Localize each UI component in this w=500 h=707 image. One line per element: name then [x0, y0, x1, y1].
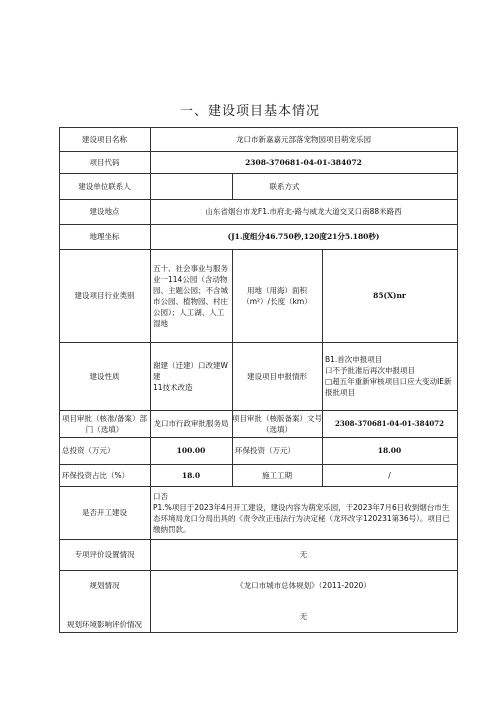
contact-method-value: [337, 173, 457, 199]
total-invest-value: 100.00: [176, 446, 206, 455]
industry-value: 五十、社会事业与服务业一114公园（含动物园、主题公园；不含城市公园、植物园、村庄公园）；人工湖、人工湿地: [153, 263, 228, 328]
contact-person-label: 建设单位联系人: [78, 181, 131, 191]
planning-label: 规划情况: [89, 581, 120, 590]
project-name-label: 建设项目名称: [82, 134, 127, 144]
page-title: 一、建设项目基本情况: [179, 104, 320, 119]
env-ratio-label: 环保投资占比（%）: [62, 470, 130, 480]
project-code-value: 2308-370681-04-01-384072: [245, 157, 362, 167]
project-name-value: 龙口市新嘉嘉元部落宠物园项目萌宠乐园: [236, 134, 371, 144]
contact-method-label: 联系方式: [269, 181, 300, 191]
period-label: 施工工期: [262, 470, 292, 480]
planning-env-value: 无: [299, 612, 308, 621]
total-invest-label: 总投资（万元）: [62, 446, 115, 455]
nature-label: 建设性质: [89, 371, 120, 381]
env-invest-label: 环保投资（万元）: [235, 446, 295, 455]
special-eval-label: 专项评价设置情况: [74, 550, 135, 559]
industry-label: 建设项目行业类别: [74, 291, 135, 300]
env-invest-value: 18.00: [377, 446, 402, 455]
approval-doc-label: 项目审批（核版备案）文号（选填）: [232, 413, 322, 434]
location-value: 山东省烟台市龙F1.市府北-路与威龙大道交叉口南88米路西: [205, 207, 402, 216]
coordinates-value: (J1.度组分46.750秒,120度21分5.180秒): [227, 232, 380, 241]
started-value: 口否 P1.%项目于2023年4月开工建设，建设内容为萌宠乐园，于2023年7月6日收到烟台市生态环境局龙口分局出具的《责令改正违法行为决定秘（龙环改字120231第36号）。项目已缴纳罚款。: [153, 491, 450, 534]
period-value: /: [388, 470, 391, 480]
planning-value: 《龙口市城市总体规划》（2011-2020）: [236, 581, 371, 590]
special-eval-value: 无: [299, 550, 308, 559]
declare-value: B1.首次申报项目 口不予批准后再次申报项目 □超五年重新审核项目口应大变动IE新报批项目: [325, 355, 452, 397]
approval-dept-value: 龙口市行政审批服务局: [153, 419, 229, 428]
project-code-label: 项目代码: [89, 157, 120, 167]
location-label: 建设地点: [89, 207, 120, 216]
coordinates-label: 地理坐标: [89, 232, 120, 241]
nature-value: 谢建（迁建）口改建W建 11技术改造: [153, 360, 228, 392]
declare-label: 建设项目申报情形: [247, 371, 307, 381]
env-ratio-value: 18.0: [181, 470, 201, 480]
approval-doc-value: 2308-370681-04-01-384072: [334, 419, 445, 428]
area-label: 用地（用海）面积（m²）/长度（km）: [242, 285, 312, 306]
contact-person-value: [150, 173, 232, 199]
area-value: 85(X)nr: [373, 291, 406, 300]
approval-dept-label: 项目审批（核准/备案）部门（选填）: [61, 413, 148, 434]
started-label: 是否开工建设: [82, 508, 127, 517]
project-info-table: [59, 127, 457, 632]
planning-env-label: 规划环境影响评价情况: [67, 620, 142, 629]
